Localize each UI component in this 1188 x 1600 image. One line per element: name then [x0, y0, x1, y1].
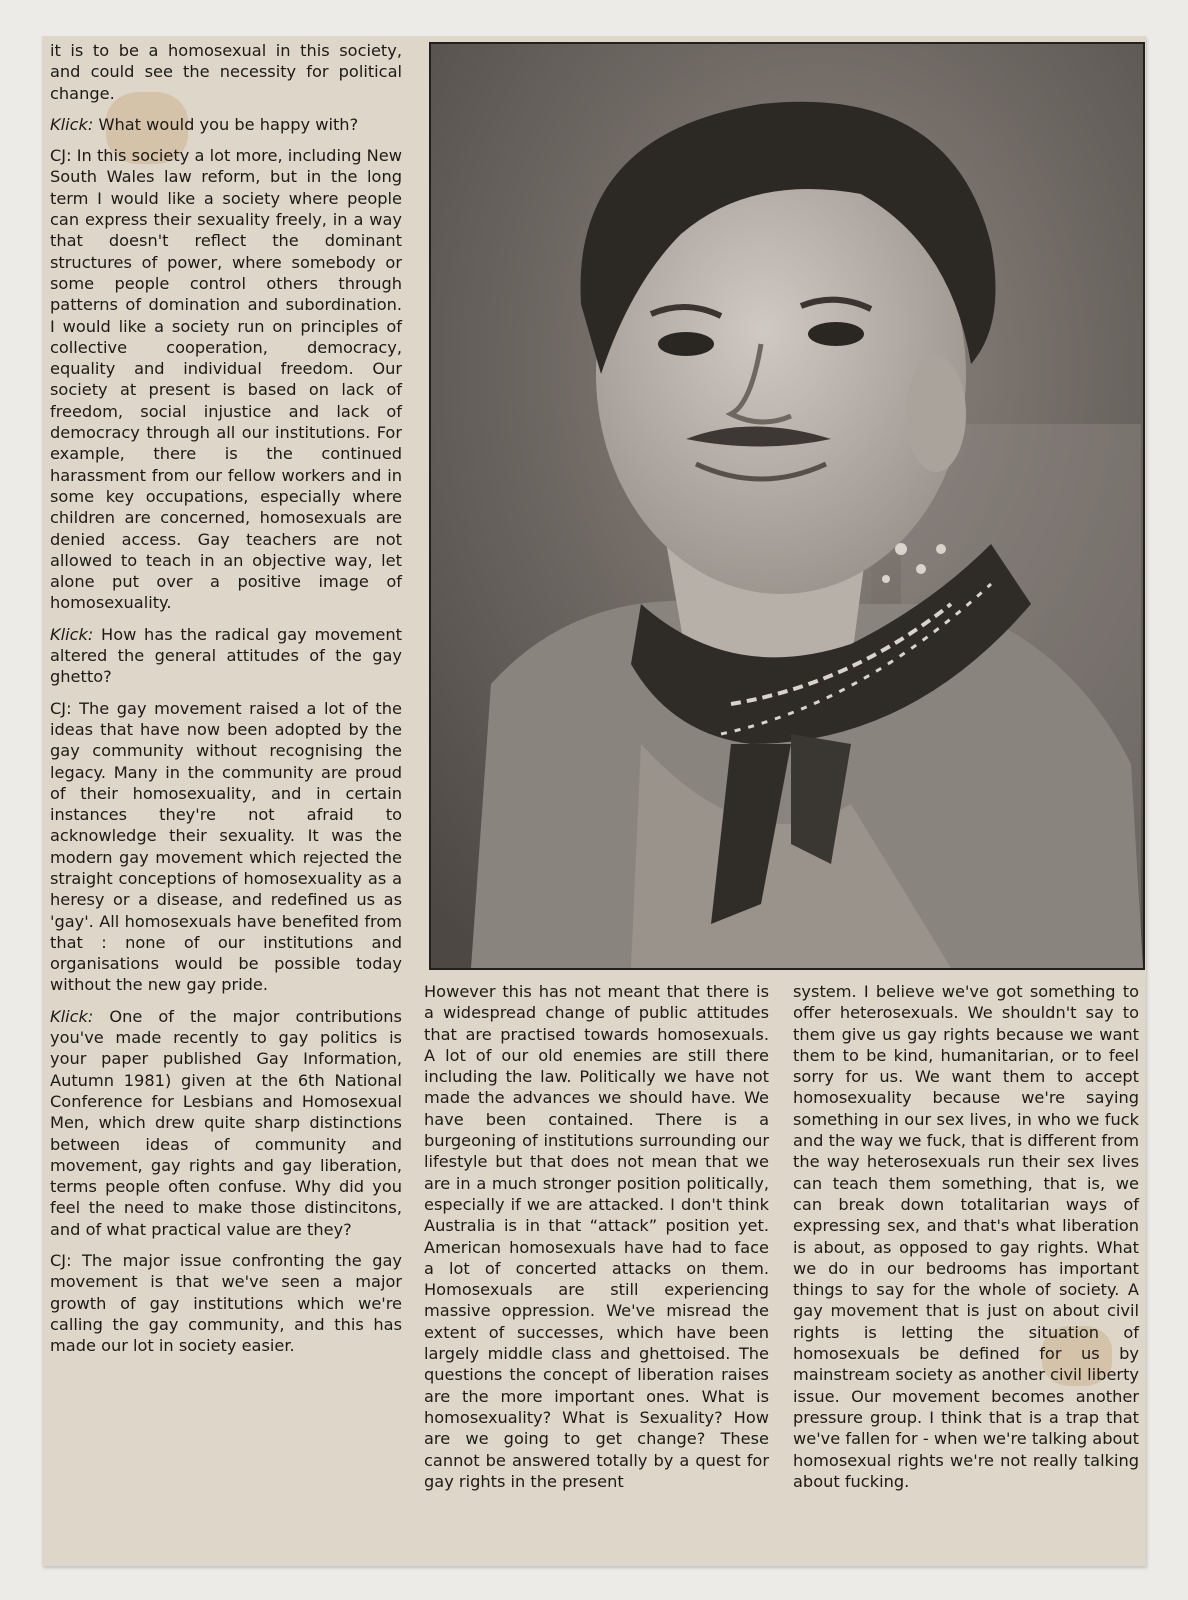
speaker-label: CJ:	[50, 1251, 72, 1271]
paragraph-text: In this society a lot more, including New South Wales law reform, but in the long term I would like a society where people can express their sexuality freely, in a way that doesn't reflect the dominant structures of power, where somebody or some people control others through patterns of domination and subordination. I would like a society run on principles of collective cooperation, democracy, equality and individual freedom. Our society at present is based on lack of freedom, social injustice and lack of democracy through all our institutions. For example, there is the continued harassment from our fellow workers and in some key occupations, especially where children are concerned, homosexuals are denied access. Gay teachers are not allowed to teach in an objective way, let alone put over a positive image of homosexuality.	[50, 146, 402, 613]
paragraph-text: it is to be a homosexual in this society, and could see the necessity for political change.	[50, 41, 402, 103]
speaker-label: Klick:	[50, 624, 94, 644]
speaker-label: Klick:	[50, 114, 94, 134]
interview-answer	[50, 1250, 402, 1356]
interview-answer	[50, 145, 402, 614]
interview-answer	[50, 40, 402, 104]
paragraph-text: How has the radical gay movement altered the general attitudes of the gay ghetto?	[50, 624, 402, 687]
paragraph-text: However this has not meant that there is a widespread change of public attitudes that are practised towards homosexuals. A lot of our old enemies are still there including the law. Politically we have not made the advances we should have. We have been contained. There is a burgeoning of institutions surrounding our lifestyle but that does not mean that we are in a much stronger position politically, especially if we are attacked. I don't think Australia is in that “attack” position yet. American homosexuals have had to face a lot of concerted attacks on them. Homosexuals are still experiencing massive oppression. We've misread the extent of successes, which have been largely middle class and ghettoised. The questions the concept of liberation raises are the more important ones. What is homosexuality? What is Sexuality? How are we going to get change? These cannot be answered totally by a quest for gay rights in the present	[424, 982, 769, 1491]
speaker-label: CJ:	[50, 146, 72, 166]
speaker-label: CJ:	[50, 698, 72, 718]
paragraph-text: The major issue confronting the gay movement is that we've seen a major growth of gay institutions which we're calling the gay community, and this has made our lot in society easier.	[50, 1251, 402, 1356]
article-column-right	[793, 981, 1139, 1502]
article-column-middle	[424, 981, 769, 1502]
portrait-illustration	[431, 44, 1143, 968]
paragraph-text: system. I believe we've got something to offer heterosexuals. We shouldn't say to them give us gay rights because we want them to be kind, humanitarian, or to feel sorry for us. We want them to accept homosexuality because we're saying something in our sex lives, in who we fuck and the way we fuck, that is different from the way heterosexuals run their sex lives can teach them something, that is, we can break down totalitarian ways of expressing sex, and that's what liberation is about, as opposed to gay rights. What we do in our bedrooms has important things to say for the whole of society. A gay movement that is just on about civil rights is letting the situation of homosexuals be defined for us by mainstream society as another civil liberty issue. Our movement becomes another pressure group. I think that is a trap that we've fallen for - when we're talking about homosexual rights we're not really talking about fucking.	[793, 982, 1139, 1491]
paragraph-text: The gay movement raised a lot of the ideas that have now been adopted by the gay community without recognising the legacy. Many in the community are proud of their homosexuality, and in certain instances they're not afraid to acknowledge their sexuality. It was the modern gay movement which rejected the straight conceptions of homosexuality as a heresy or a disease, and redefined us as 'gay'. All homosexuals have benefited from that : none of our institutions and organisations would be possible today without the new gay pride.	[50, 698, 402, 995]
speaker-label: Klick:	[50, 1006, 94, 1026]
interview-question	[50, 1006, 402, 1240]
paragraph-text: One of the major contributions you've made recently to gay politics is your paper published Gay Information, Autumn 1981) given at the 6th National Conference for Lesbians and Homosexual Men, which drew quite sharp distinctions between ideas of community and movement, gay rights and gay liberation, terms people often confuse. Why did you feel the need to make those distincitons, and of what practical value are they?	[50, 1006, 402, 1239]
interview-question	[50, 624, 402, 688]
interview-question	[50, 114, 402, 135]
interview-answer	[50, 698, 402, 996]
portrait-photo	[429, 42, 1145, 970]
paragraph-text: What would you be happy with?	[98, 114, 359, 134]
article-column-left	[50, 40, 402, 1367]
